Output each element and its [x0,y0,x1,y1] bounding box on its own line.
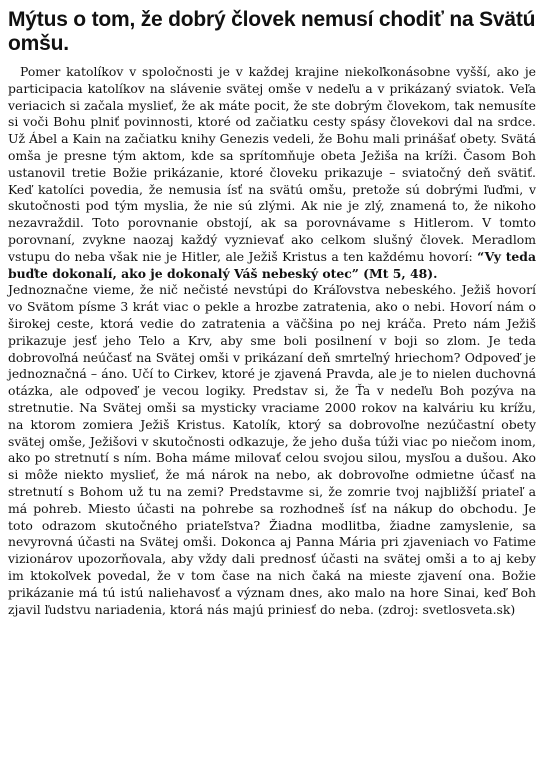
article [8,8,536,618]
article-paragraph [8,64,536,282]
bible-quote: “Vy teda buďte dokonalí, ako je dokonalý Váš nebeský otec” (Mt 5, 48). [8,248,536,281]
article-paragraph: Jednoznačne vieme, že nič nečisté nevstúpi do Kráľovstva nebeského. Ježiš hovorí vo Svätom písme 3 krát viac o pekle a hrozbe zatratenia, ako o nebi. Hovorí nám o širokej ceste, ktorá vedie do zatratenia a väčšina po nej kráča. Preto nám Ježiš prikazuje jesť jeho Telo a Krv, aby sme boli posilnení v boji so zlom. Je teda dobrovoľná neúčasť na Svätej omši v prikázaní deň smrteľný hriechom? Odpoveď je jednoznačná – áno. Učí to Cirkev, ktoré je zjavená Pravda, ale je to nielen duchovná otázka, ale odpoveď je vecou logiky. Predstav si, že Ťa v nedeľu Boh pozýva na stretnutie. Na Svätej omši sa mysticky vraciame 2000 rokov na kalváriu ku krížu, na ktorom zomiera Ježiš Kristus. Katolík, ktorý sa dobrovoľne nezúčastní obety svätej omše, Ježišovi v skutočnosti odkazuje, že jeho duša túži viac po niečom inom, ako po stretnutí s ním. Boha máme milovať celou svojou silou, mysľou a dušou. Ako si môže niekto myslieť, že má nárok na nebo, ak dobrovoľne odmietne účasť na stretnutí s Bohom už tu na zemi? Predstavme si, že zomrie tvoj najbližší priateľ a má pohreb. Miesto účasti na pohrebe sa rozhodneš ísť na nákup do obchodu. Je toto odrazom skutočného priateľstva? Žiadna modlitba, žiadne zamyslenie, sa nevyrovná účasti na Svätej omši. Dokonca aj Panna Mária pri zjaveniach vo Fatime vizionárov upozorňovala, aby vždy dali prednosť účasti na svätej omši a to aj keby im ktokoľvek povedal, že v tom čase na nich čaká na mieste zjavení ona. Božie prikázanie má tú istú naliehavosť a význam dnes, ako malo na hore Sinai, keď Boh zjavil ľudstvu nariadenia, ktorá nás majú priniesť do neba. (zdroj: svetlosveta.sk) [8,282,536,617]
paragraph-text: Pomer katolíkov v spoločnosti je v každej krajine niekoľkonásobne vyšší, ako je participacia katolíkov na slávenie svätej omše v nedeľu a v prikázaný sviatok. Veľa veriacich si začala myslieť, že ak máte pocit, že ste dobrým človekom, tak nemusíte si voči Bohu plniť povinnosti, ktoré od začiatku cesty spásy človekovi dal na srdce. Už Ábel a Kain na začiatku knihy Genezis vedeli, že Bohu mali prinášať obety. Svätá omša je presne tým aktom, kde sa sprítomňuje obeta Ježiša na kríži. Časom Boh ustanovil tretie Božie prikázanie, ktoré človeku prikazuje – sviatočný deň svätiť. Keď katolíci povedia, že nemusia ísť na svätú omšu, pretože sú dobrými ľuďmi, v skutočnosti pod tým myslia, že nie sú zlými. Ak nie je zlý, znamená to, že nikoho nezavraždil. Toto porovnanie obstojí, ak sa porovnávame s Hitlerom. V tomto porovnaní, zvykne naozaj každý vyznievať ako celkom slušný človek. Meradlom vstupu do neba však nie je Hitler, ale Ježiš Kristus a ten každému hovorí: [8,64,536,264]
article-title: Mýtus o tom, že dobrý človek nemusí chodiť na Svätú omšu. [8,8,536,55]
